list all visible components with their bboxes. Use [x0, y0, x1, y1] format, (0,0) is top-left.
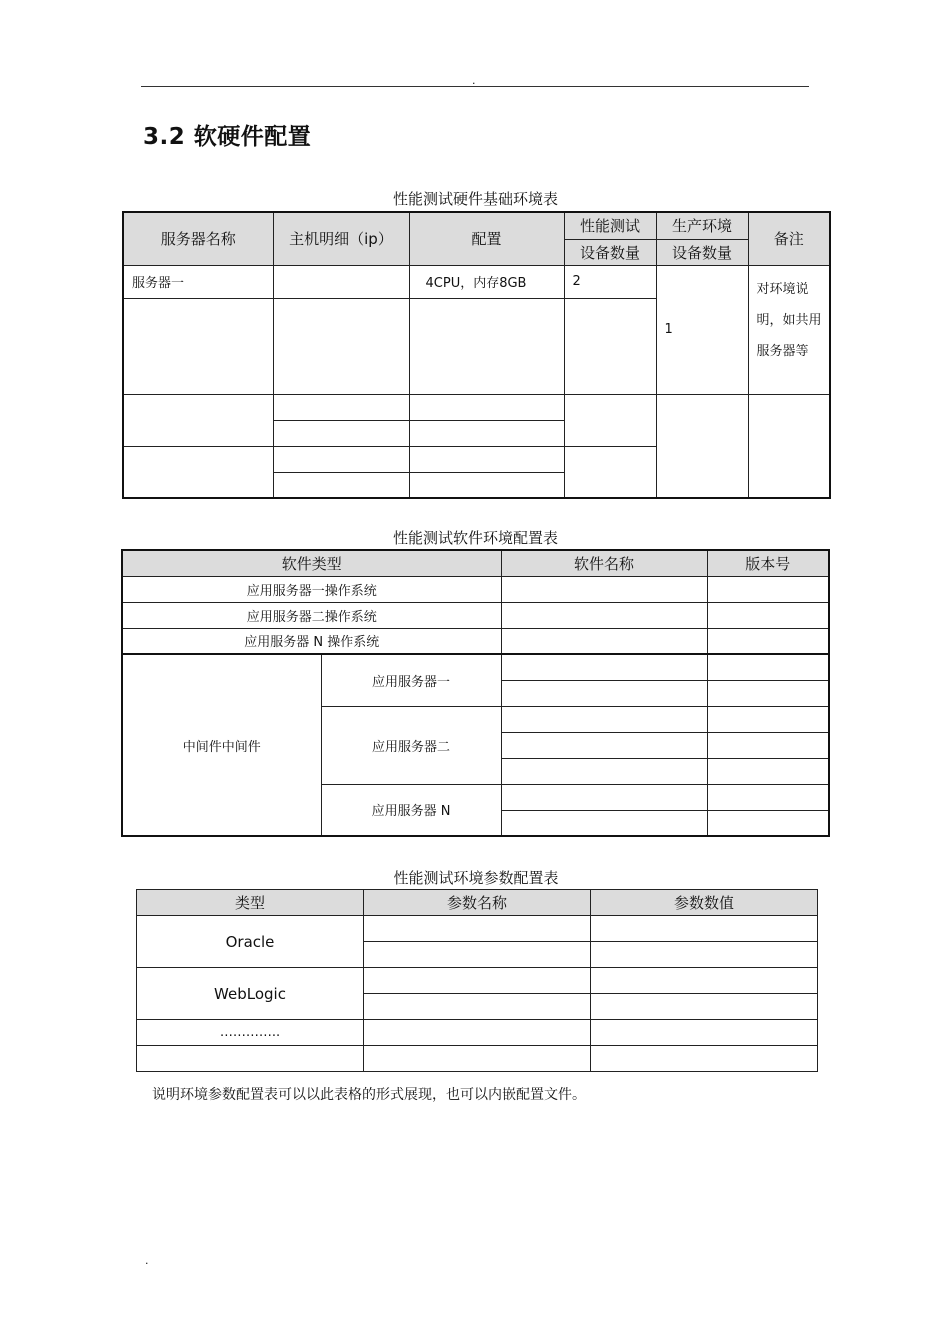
- cell-prod-count: 1: [656, 265, 748, 394]
- table-cell: [564, 298, 656, 394]
- os-row-label: 应用服务器 N 操作系统: [122, 628, 501, 654]
- table-cell: [707, 576, 829, 602]
- table-cell: [409, 472, 564, 498]
- description-text: 说明环境参数配置表可以以此表格的形式展现，也可以内嵌配置文件。: [152, 1087, 586, 1103]
- header-software-type: 软件类型: [122, 550, 501, 576]
- table-cell: [707, 654, 829, 680]
- table-cell: [564, 446, 656, 498]
- param-type-ellipsis: …………..: [137, 1020, 364, 1046]
- header-perf-test: 性能测试: [564, 212, 656, 239]
- app-server-label: 应用服务器一: [321, 654, 501, 706]
- header-host-detail: 主机明细（ip）: [273, 212, 409, 265]
- table-cell: [707, 784, 829, 810]
- table-cell: [748, 394, 830, 498]
- table-cell: [707, 706, 829, 732]
- cell-perf-count: 2: [564, 265, 656, 298]
- table-cell: [707, 680, 829, 706]
- cell-server-name: 服务器一: [123, 265, 273, 298]
- param-table-caption: 性能测试环境参数配置表: [393, 869, 559, 887]
- param-type-empty: [137, 1046, 364, 1072]
- header-param-name: 参数名称: [364, 890, 591, 916]
- header-software-name: 软件名称: [501, 550, 707, 576]
- table-cell: [501, 758, 707, 784]
- table-cell: [364, 942, 591, 968]
- os-row-label: 应用服务器一操作系统: [122, 576, 501, 602]
- table-cell: [501, 628, 707, 654]
- table-cell: [591, 1020, 818, 1046]
- software-table: [121, 549, 830, 837]
- middleware-label: 中间件中间件: [122, 654, 321, 836]
- cell-config: 4CPU，内存8GB: [409, 265, 564, 298]
- table-cell: [501, 706, 707, 732]
- table-cell: [364, 968, 591, 994]
- header-prod-env: 生产环境: [656, 212, 748, 239]
- app-server-label: 应用服务器二: [321, 706, 501, 784]
- app-server-label: 应用服务器 N: [321, 784, 501, 836]
- hardware-table-caption: 性能测试硬件基础环境表: [392, 190, 558, 208]
- table-cell: [409, 298, 564, 394]
- table-cell: [409, 420, 564, 446]
- header-config: 配置: [409, 212, 564, 265]
- table-cell: [364, 1046, 591, 1072]
- header-version: 版本号: [707, 550, 829, 576]
- table-cell: [501, 654, 707, 680]
- header-prod-count: 设备数量: [656, 239, 748, 265]
- footer-dot: .: [145, 1254, 149, 1267]
- table-cell: [501, 732, 707, 758]
- table-cell: [409, 446, 564, 472]
- table-cell: [707, 628, 829, 654]
- hardware-table: [122, 211, 831, 499]
- software-table-caption: 性能测试软件环境配置表: [392, 529, 558, 547]
- section-title: 3.2 软硬件配置: [143, 124, 312, 150]
- table-cell: [123, 394, 273, 446]
- table-cell: [409, 394, 564, 420]
- header-perf-count: 设备数量: [564, 239, 656, 265]
- table-cell: [564, 394, 656, 446]
- header-server-name: 服务器名称: [123, 212, 273, 265]
- table-cell: [501, 810, 707, 836]
- table-cell: [707, 810, 829, 836]
- table-cell: [273, 298, 409, 394]
- table-cell: [123, 446, 273, 498]
- table-cell: [591, 942, 818, 968]
- table-cell: [273, 420, 409, 446]
- header-rule: [141, 86, 809, 87]
- header-param-type: 类型: [137, 890, 364, 916]
- table-cell: [591, 1046, 818, 1072]
- table-cell: [364, 916, 591, 942]
- table-cell: [273, 394, 409, 420]
- table-cell: [591, 994, 818, 1020]
- param-table: [136, 889, 818, 1072]
- table-cell: [591, 916, 818, 942]
- table-cell: [501, 602, 707, 628]
- os-row-label: 应用服务器二操作系统: [122, 602, 501, 628]
- header-remark: 备注: [748, 212, 830, 265]
- table-cell: [501, 576, 707, 602]
- table-cell: [273, 472, 409, 498]
- table-cell: [501, 784, 707, 810]
- table-cell: [707, 732, 829, 758]
- table-cell: [364, 994, 591, 1020]
- table-cell: [707, 602, 829, 628]
- table-cell: [707, 758, 829, 784]
- header-dot: .: [472, 74, 476, 87]
- table-cell: [123, 298, 273, 394]
- table-cell: [273, 446, 409, 472]
- cell-host: [273, 265, 409, 298]
- table-cell: [591, 968, 818, 994]
- param-type-oracle: Oracle: [137, 916, 364, 968]
- table-cell: [501, 680, 707, 706]
- table-cell: [656, 394, 748, 498]
- header-param-value: 参数数值: [591, 890, 818, 916]
- param-type-weblogic: WebLogic: [137, 968, 364, 1020]
- table-cell: [364, 1020, 591, 1046]
- cell-remark: 对环境说明，如共用服务器等: [748, 265, 830, 394]
